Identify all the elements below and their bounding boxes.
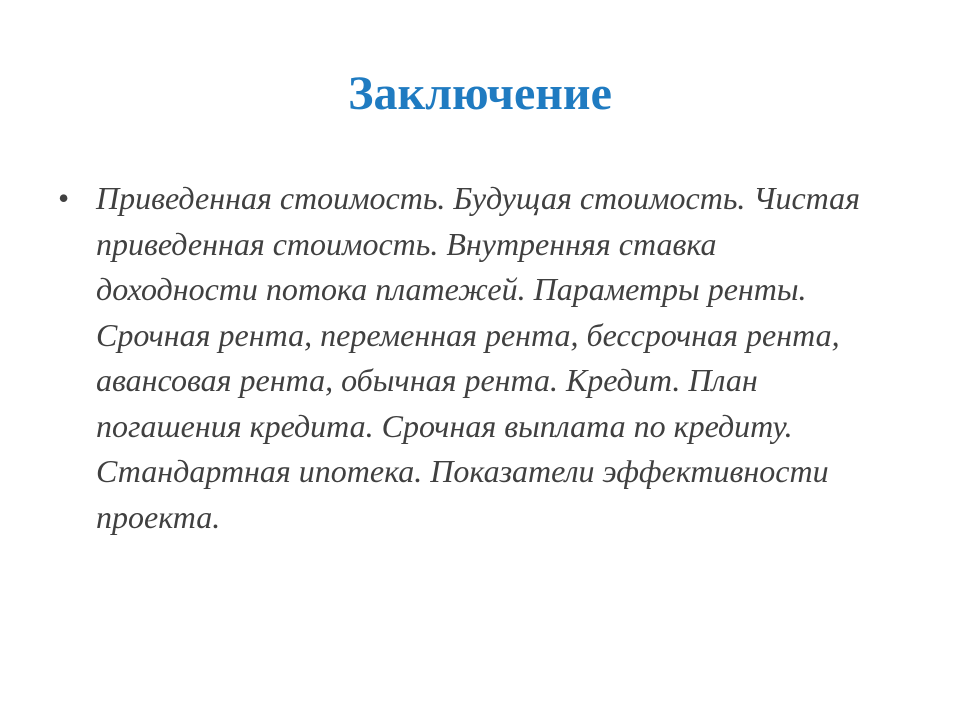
bullet-marker: • [58, 180, 70, 216]
slide-title: Заключение [348, 67, 612, 120]
bullet-text: Приведенная стоимость. Будущая стоимость. Чистая приведенная стоимость. Внутренняя ставка доходности потока платежей. Параметры ренты. Срочная рента, переменная рента, бессрочная рента, авансовая рента, обычная рента. Кредит. План погашения кредита. Срочная выплата по кредиту. Стандартная ипотека. Показатели эффективности проекта. [96, 180, 861, 535]
bullet-item [58, 176, 878, 540]
bullet-list [58, 176, 878, 540]
